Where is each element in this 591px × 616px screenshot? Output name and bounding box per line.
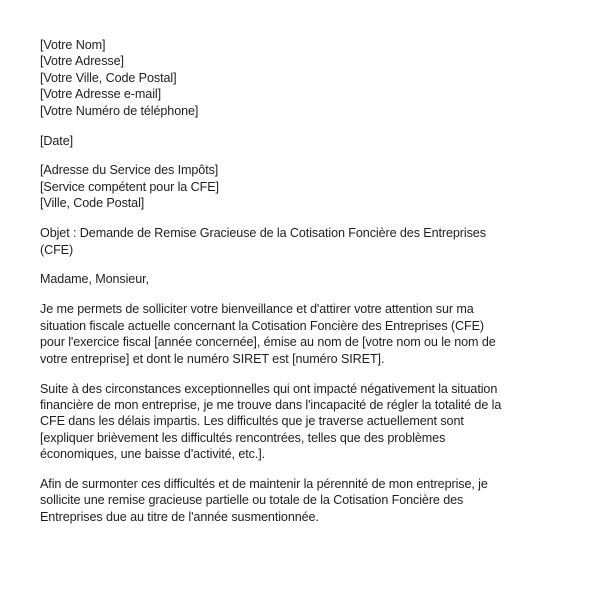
paragraph-1-line-2: situation fiscale actuelle concernant la Cotisation Foncière des Entreprises (CFE)	[40, 318, 484, 333]
sender-email: [Votre Adresse e-mail]	[40, 87, 161, 102]
paragraph-3-line-3: Entreprises due au titre de l'année susmentionnée.	[40, 509, 319, 524]
date-block	[40, 133, 560, 149]
subject-line	[40, 225, 560, 258]
sender-city: [Votre Ville, Code Postal]	[40, 70, 177, 85]
sender-address: [Votre Adresse]	[40, 54, 124, 69]
salutation	[40, 271, 560, 287]
body-paragraph-2	[40, 381, 560, 463]
subject-line-2: (CFE)	[40, 242, 74, 257]
recipient-block	[40, 162, 560, 211]
paragraph-2-line-3: CFE dans les délais impartis. Les difficultés que je traverse actuellement sont	[40, 414, 464, 429]
body-paragraph-1	[40, 301, 560, 367]
paragraph-1-line-4: votre entreprise] et dont le numéro SIRET est [numéro SIRET].	[40, 351, 385, 366]
subject-line-1: Objet : Demande de Remise Gracieuse de la Cotisation Foncière des Entreprises	[40, 226, 486, 241]
sender-block	[40, 37, 560, 119]
sender-name: [Votre Nom]	[40, 38, 106, 52]
recipient-city: [Ville, Code Postal]	[40, 196, 145, 211]
salutation-text: Madame, Monsieur,	[40, 272, 149, 287]
paragraph-3-line-1: Afin de surmonter ces difficultés et de maintenir la pérennité de mon entreprise, je	[40, 477, 488, 492]
body-paragraph-3	[40, 476, 560, 525]
paragraph-2-line-4: [expliquer brièvement les difficultés rencontrées, telles que des problèmes	[40, 430, 446, 445]
paragraph-1-line-3: pour l'exercice fiscal [année concernée], émise au nom de [votre nom ou le nom de	[40, 335, 496, 350]
letter-document	[40, 37, 560, 539]
paragraph-2-line-1: Suite à des circonstances exceptionnelles qui ont impacté négativement la situation	[40, 381, 498, 396]
letter-date: [Date]	[40, 133, 73, 148]
paragraph-3-line-2: sollicite une remise gracieuse partielle ou totale de la Cotisation Foncière des	[40, 493, 464, 508]
recipient-service: [Adresse du Service des Impôts]	[40, 163, 219, 178]
paragraph-2-line-2: financière de mon entreprise, je me trouve dans l'incapacité de régler la totalité de la	[40, 397, 502, 412]
paragraph-2-line-5: économiques, une baisse d'activité, etc.].	[40, 447, 266, 462]
recipient-department: [Service compétent pour la CFE]	[40, 179, 219, 194]
paragraph-1-line-1: Je me permets de solliciter votre bienveillance et d'attirer votre attention sur ma	[40, 302, 474, 317]
sender-phone: [Votre Numéro de téléphone]	[40, 103, 199, 118]
